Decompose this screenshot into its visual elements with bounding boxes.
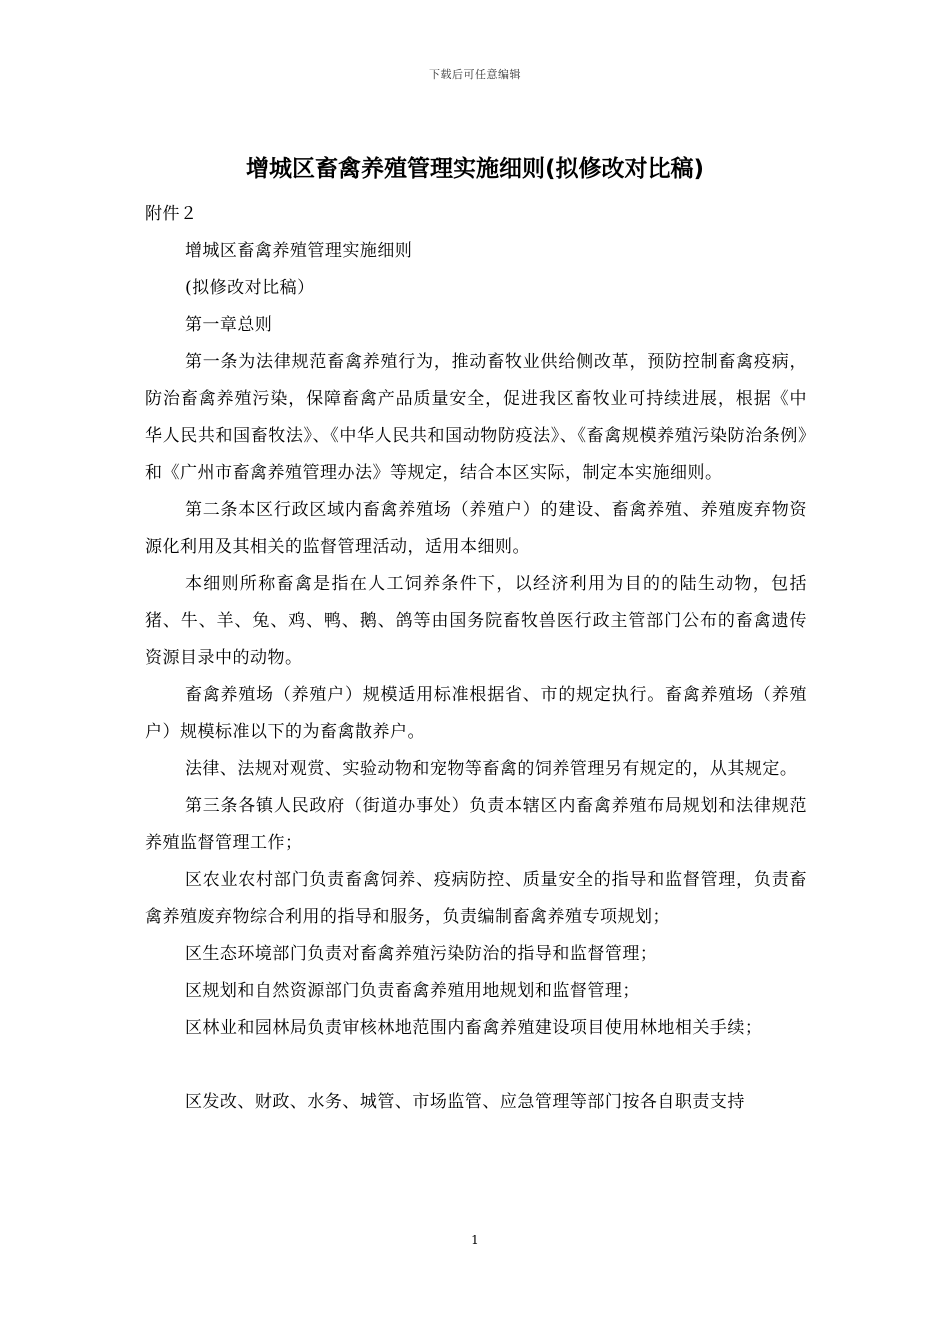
paragraph-other-depts: 区发改、财政、水务、城管、市场监管、应急管理等部门按各自职责支持 — [184, 1092, 745, 1112]
header-note: 下载后可任意编辑 — [429, 68, 521, 81]
paragraph-forestry-dept: 区林业和园林局负责审核林地范围内畜禽养殖建设项目使用林地相关手续； — [184, 1018, 763, 1038]
paragraph-livestock-definition: 本细则所称畜禽是指在人工饲养条件下，以经济利用为目的的陆生动物，包括猪、牛、羊、兔、鸡、鸭、鹅、鸽等由国务院畜牧兽医行政主管部门公布的畜禽遗传资源目录中的动物。 — [145, 574, 807, 668]
subtitle: 增城区畜禽养殖管理实施细则 — [184, 241, 413, 261]
paragraph-article-1: 第一条为法律规范畜禽养殖行为，推动畜牧业供给侧改革，预防控制畜禽疫病，防治畜禽养殖污染，保障畜禽产品质量安全，促进我区畜牧业可持续进展，根据《中华人民共和国畜牧法》、《中华人民共和国动物防疫法》、《畜禽规模养殖污染防治条例》和《广州市畜禽养殖管理办法》等规定，结合本区实际，制定本实施细则。 — [145, 352, 807, 483]
paragraph-other-regulations: 法律、法规对观赏、实验动物和宠物等畜禽的饲养管理另有规定的，从其规定。 — [184, 759, 798, 779]
chapter-heading: 第一章总则 — [184, 315, 273, 335]
page-number: 1 — [471, 1233, 479, 1247]
paragraph-agriculture-dept: 区农业农村部门负责畜禽饲养、疫病防控、质量安全的指导和监督管理，负责畜禽养殖废弃物综合利用的指导和服务，负责编制畜禽养殖专项规划； — [145, 870, 807, 927]
paragraph-article-2: 第二条本区行政区域内畜禽养殖场（养殖户）的建设、畜禽养殖、养殖废弃物资源化利用及其相关的监督管理活动，适用本细则。 — [145, 500, 807, 557]
document-title: 增城区畜禽养殖管理实施细则(拟修改对比稿) — [245, 156, 705, 182]
subtitle-note: (拟修改对比稿） — [184, 278, 315, 298]
attachment-label: 附件２ — [145, 204, 198, 224]
paragraph-gap — [145, 1047, 807, 1084]
paragraph-scale-standard: 畜禽养殖场（养殖户）规模适用标准根据省、市的规定执行。畜禽养殖场（养殖户）规模标准以下的为畜禽散养户。 — [145, 685, 807, 742]
paragraph-ecology-dept: 区生态环境部门负责对畜禽养殖污染防治的指导和监督管理； — [184, 944, 658, 964]
paragraph-article-3: 第三条各镇人民政府（街道办事处）负责本辖区内畜禽养殖布局规划和法律规范养殖监督管理工作； — [145, 796, 807, 853]
paragraph-planning-dept: 区规划和自然资源部门负责畜禽养殖用地规划和监督管理； — [184, 981, 640, 1001]
document-body — [145, 196, 807, 1121]
